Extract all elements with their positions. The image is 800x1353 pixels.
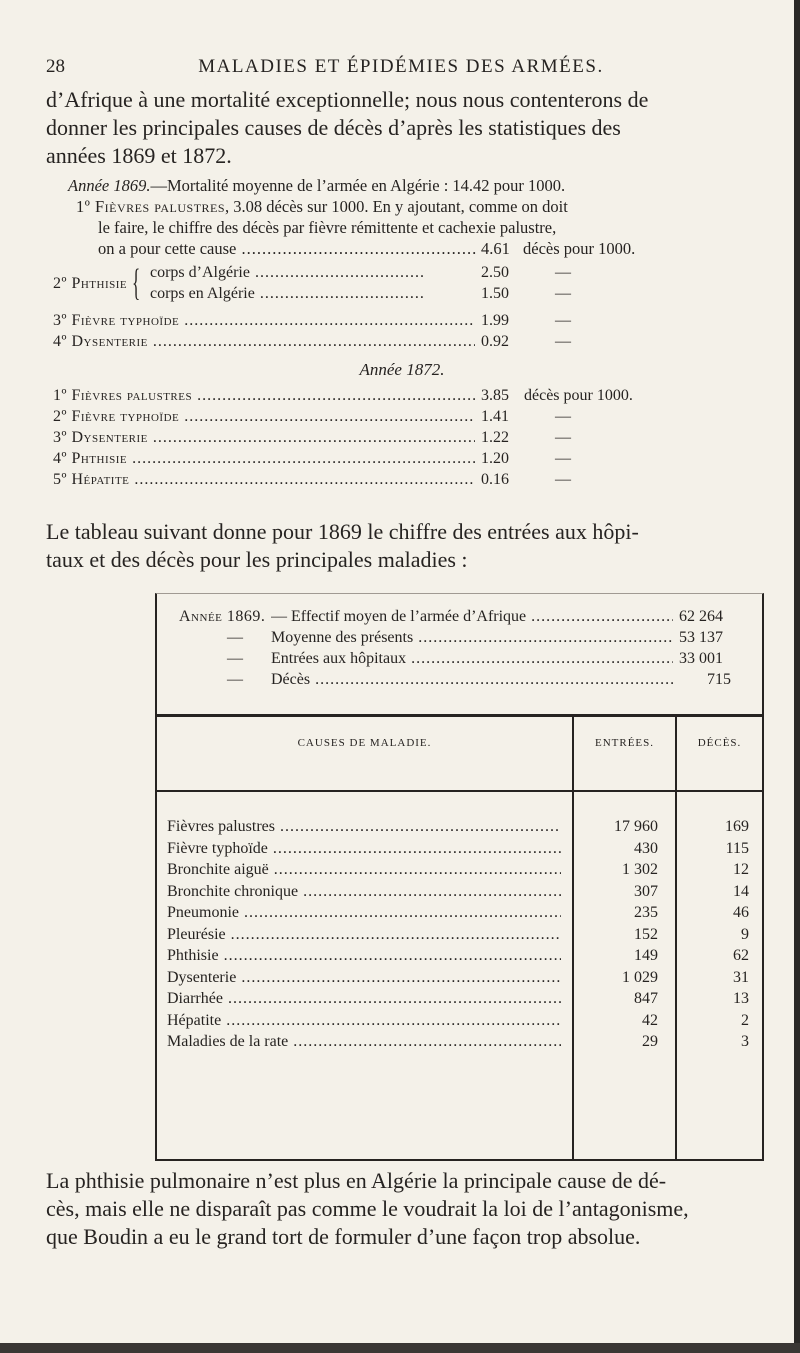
table-row: [157, 1012, 762, 1034]
y1872-item-value: 1.41: [481, 408, 509, 425]
y1872-item-unit: décès pour 1000.: [524, 387, 633, 404]
cause-cell: Pneumonie: [167, 904, 239, 921]
summary-value: 33 001: [679, 650, 723, 667]
table-row: [157, 840, 762, 862]
y1872-item-unit: —: [555, 471, 571, 488]
entrees-cell: 430: [634, 839, 658, 857]
para2-line-2: taux et des décès pour les principales maladies :: [46, 547, 468, 572]
cause-cell: Pleurésie: [167, 925, 226, 943]
y1872-item-unit: —: [555, 408, 571, 425]
summary-line: [169, 650, 749, 671]
y1872-item-value: 1.22: [481, 429, 509, 446]
table-row: [157, 990, 762, 1012]
year-1869-item-4: [53, 333, 753, 355]
entrees-cell: 1 029: [622, 968, 658, 986]
intro-line-3: années 1869 et 1872.: [46, 143, 232, 168]
para3-line-3: que Boudin a eu le grand tort de formuler d’une façon trop absolue.: [46, 1224, 641, 1249]
year-1872-item: [53, 471, 758, 493]
y1872-item-label: 3º Dysenterie: [53, 429, 148, 446]
cause-cell: Maladies de la rate: [167, 1033, 289, 1050]
entrees-cell: 42: [642, 1011, 658, 1029]
table-row: [157, 883, 762, 905]
summary-value: 53 137: [679, 629, 723, 646]
header-cause: CAUSES DE MALADIE.: [297, 737, 432, 749]
cause-cell: Bronchite chronique: [167, 882, 299, 900]
closing-paragraph: [46, 1167, 758, 1251]
entrees-cell: 149: [634, 947, 658, 964]
table-row: [157, 947, 762, 969]
item-4-value: 0.92: [481, 333, 509, 350]
entrees-cell: 1 302: [622, 861, 658, 878]
table-rule: [157, 714, 762, 717]
cause-cell: Dysenterie: [167, 968, 237, 986]
table-row: [157, 926, 762, 948]
year-1869-summary: —Mortalité moyenne de l’armée en Algérie : 14.42 pour 1000.: [150, 176, 566, 195]
table-row: [157, 861, 762, 883]
entrees-cell: 152: [634, 925, 658, 943]
summary-label: — Effectif moyen de l’armée d’Afrique: [271, 608, 527, 625]
brace-icon: {: [132, 262, 141, 304]
cause-cell: Diarrhée: [167, 990, 223, 1007]
cause-cell: Bronchite aiguë: [167, 861, 269, 878]
year-1869-item-3: [53, 312, 753, 334]
cause-cell: Fièvres palustres: [167, 818, 275, 835]
summary-line: [169, 629, 749, 650]
table-summary: [169, 608, 749, 692]
deces-cell: 31: [733, 968, 749, 986]
intro-line-1: d’Afrique à une mortalité exceptionnelle; nous nous contenterons de: [46, 87, 649, 112]
item-3-value: 1.99: [481, 312, 509, 329]
year-1869-item-1-line-3: [98, 239, 758, 261]
para3-line-1: La phthisie pulmonaire n’est plus en Algérie la principale cause de dé-: [46, 1168, 667, 1193]
y1872-item-value: 0.16: [481, 471, 509, 488]
deces-cell: 3: [741, 1033, 749, 1050]
y1872-item-value: 1.20: [481, 450, 509, 467]
summary-prefix: —: [227, 650, 243, 667]
phthisie-label: 2º Phthisie: [53, 275, 128, 292]
year-1869-label: Année 1869.: [68, 176, 151, 195]
y1872-item-label: 1º Fièvres palustres: [53, 387, 193, 404]
item-4-label: 4º Dysenterie: [53, 333, 148, 350]
summary-label: Moyenne des présents: [271, 629, 414, 646]
phthisie-row-a: [150, 264, 750, 286]
entrees-cell: 17 960: [614, 818, 658, 835]
summary-prefix: —: [227, 671, 243, 688]
entrees-cell: 847: [634, 990, 658, 1007]
item-3-label: 3º Fièvre typhoïde: [53, 312, 180, 329]
entrees-cell: 307: [634, 882, 658, 900]
header-entrees: ENTRÉES.: [594, 737, 655, 749]
item-4-unit: —: [555, 333, 571, 350]
y1872-item-value: 3.85: [481, 387, 509, 404]
cause-cell: Phthisie: [167, 947, 219, 964]
table-row: [157, 818, 762, 840]
deces-cell: 62: [733, 947, 749, 964]
item-1-value: 4.61: [481, 239, 510, 258]
year-1872-item: [53, 408, 758, 430]
table-row: [157, 969, 762, 991]
deces-cell: 14: [733, 882, 749, 900]
running-title: MALADIES ET ÉPIDÉMIES DES ARMÉES.: [198, 56, 604, 77]
page-edge-shadow: [794, 0, 800, 1353]
table-rule: [157, 790, 762, 792]
phthisie-a-value: 2.50: [481, 264, 509, 281]
table-row: [157, 1033, 762, 1055]
summary-line: [169, 671, 749, 692]
entrees-cell: 235: [634, 904, 658, 921]
phthisie-a-label: corps d’Algérie: [150, 264, 250, 281]
y1872-item-unit: —: [555, 450, 571, 467]
para2-line-1: Le tableau suivant donne pour 1869 le chiffre des entrées aux hôpi-: [46, 519, 639, 544]
deces-cell: 9: [741, 925, 749, 943]
intro-line-2: donner les principales causes de décès d’après les statistiques des: [46, 115, 621, 140]
mortality-statistics: [46, 176, 758, 516]
hospital-table: [155, 593, 764, 1161]
year-1869-item-1-line-2: le faire, le chiffre des décès par fièvre rémittente et cachexie palustre,: [98, 218, 557, 237]
year-1872-heading: Année 1872.: [359, 360, 445, 379]
phthisie-group: [46, 264, 758, 308]
summary-value: 715: [707, 671, 731, 688]
y1872-item-label: 4º Phthisie: [53, 450, 128, 467]
cause-cell: Fièvre typhoïde: [167, 839, 268, 857]
deces-cell: 46: [733, 904, 749, 921]
page-number: 28: [46, 56, 65, 77]
summary-label: Entrées aux hôpitaux: [271, 650, 407, 667]
summary-prefix: —: [227, 629, 243, 646]
page-header: [46, 56, 756, 82]
phthisie-row-b: [150, 285, 750, 307]
year-1869-heading: [68, 176, 758, 198]
item-3-unit: —: [555, 312, 571, 329]
para3-line-2: cès, mais elle ne disparaît pas comme le voudrait la loi de l’antagonisme,: [46, 1196, 689, 1221]
year-1872-item: [53, 387, 758, 409]
cause-cell: Hépatite: [167, 1011, 222, 1029]
phthisie-b-value: 1.50: [481, 285, 509, 302]
summary-label: Décès: [271, 671, 311, 688]
item-1-label: 1º Fièvres palustres: [76, 197, 226, 216]
y1872-item-unit: —: [555, 429, 571, 446]
summary-prefix: Année 1869.: [179, 608, 266, 625]
y1872-item-label: 2º Fièvre typhoïde: [53, 408, 180, 425]
deces-cell: 2: [741, 1011, 749, 1029]
deces-cell: 13: [733, 990, 749, 1007]
header-deces: DÉCÈS.: [697, 737, 742, 749]
entrees-cell: 29: [642, 1033, 658, 1050]
deces-cell: 169: [725, 818, 749, 835]
deces-cell: 12: [733, 861, 749, 878]
deces-cell: 115: [725, 839, 749, 857]
intro-paragraph: [46, 86, 758, 170]
item-1-text: , 3.08 décès sur 1000. En y ajoutant, comme on doit: [225, 197, 568, 216]
year-1872-item: [53, 450, 758, 472]
table-row: [157, 904, 762, 926]
summary-value: 62 264: [679, 608, 723, 625]
year-1872-item: [53, 429, 758, 451]
y1872-item-label: 5º Hépatite: [53, 471, 130, 488]
table-intro-paragraph: [46, 518, 758, 574]
item-1-unit: décès pour 1000.: [523, 239, 636, 258]
summary-line: [169, 608, 749, 629]
item-1-line-3-text: on a pour cette cause: [98, 239, 237, 258]
phthisie-b-unit: —: [555, 285, 571, 302]
page-edge-shadow: [0, 1343, 800, 1353]
table-body: [157, 818, 762, 1055]
year-1869-item-1: [76, 197, 756, 219]
phthisie-a-unit: —: [555, 264, 571, 281]
phthisie-b-label: corps en Algérie: [150, 285, 255, 302]
